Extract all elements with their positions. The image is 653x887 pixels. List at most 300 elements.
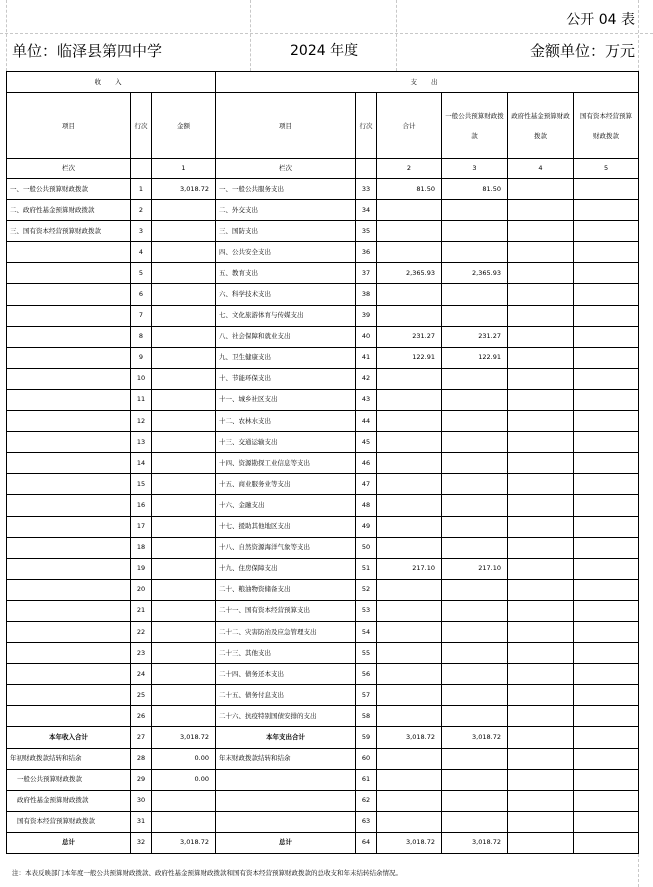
income-row-no-cell: 26 [131, 706, 152, 727]
expense-item-cell: 二、外交支出 [216, 200, 356, 221]
expense-item-cell: 十三、交通运输支出 [216, 432, 356, 453]
col-header-item: 项目 [7, 93, 131, 159]
expense-row-no-cell: 51 [356, 558, 377, 579]
general-budget-cell [442, 516, 508, 537]
expense-item-cell [216, 790, 356, 811]
fiscal-year: 2024 年度 [290, 43, 359, 59]
currency-unit: 金额单位：万元 [529, 42, 635, 60]
income-amount-cell: 3,018.72 [152, 727, 216, 748]
expense-row-no-cell: 64 [356, 832, 377, 853]
expense-total-cell [377, 284, 442, 305]
index-num-3: 3 [442, 159, 508, 179]
fund-budget-cell [508, 790, 574, 811]
income-row-no-cell: 20 [131, 579, 152, 600]
expense-total-cell [377, 769, 442, 790]
expense-row-no-cell: 43 [356, 389, 377, 410]
income-row-no-cell: 10 [131, 368, 152, 389]
expense-row-no-cell: 52 [356, 579, 377, 600]
income-row-no-cell: 29 [131, 769, 152, 790]
income-row-no-cell: 4 [131, 242, 152, 263]
expense-item-cell: 十四、资源勘探工业信息等支出 [216, 453, 356, 474]
income-row-no-cell: 8 [131, 326, 152, 347]
income-item-cell [7, 326, 131, 347]
table-row [7, 284, 639, 305]
expense-row-no-cell: 59 [356, 727, 377, 748]
income-row-no-cell: 15 [131, 474, 152, 495]
capital-budget-cell [574, 748, 639, 769]
income-row-no-cell: 18 [131, 537, 152, 558]
gridline [250, 0, 251, 71]
index-label-left: 栏次 [7, 159, 131, 179]
expense-item-cell: 二十六、抗疫特别国债安排的支出 [216, 706, 356, 727]
expense-total-cell: 217.10 [377, 558, 442, 579]
expense-item-cell: 二十一、国有资本经营预算支出 [216, 600, 356, 621]
income-row-no-cell: 16 [131, 495, 152, 516]
general-budget-cell: 81.50 [442, 179, 508, 200]
general-budget-cell [442, 389, 508, 410]
fund-budget-cell [508, 516, 574, 537]
general-budget-cell: 2,365.93 [442, 263, 508, 284]
expense-row-no-cell: 48 [356, 495, 377, 516]
income-row-no-cell: 28 [131, 748, 152, 769]
income-row-no-cell: 7 [131, 305, 152, 326]
fund-budget-cell [508, 600, 574, 621]
general-budget-cell [442, 811, 508, 832]
section-header-row [7, 72, 639, 93]
table-row [7, 685, 639, 706]
income-amount-cell [152, 200, 216, 221]
general-budget-cell [442, 242, 508, 263]
col-header-expense-item: 项目 [216, 93, 356, 159]
expense-total-cell [377, 411, 442, 432]
income-row-no-cell: 6 [131, 284, 152, 305]
table-row [7, 263, 639, 284]
fund-budget-cell [508, 179, 574, 200]
expense-row-no-cell: 54 [356, 621, 377, 642]
expense-total-cell [377, 643, 442, 664]
table-row [7, 432, 639, 453]
fund-budget-cell [508, 558, 574, 579]
col-header-general-budget: 一般公共预算财政拨款 [442, 93, 508, 159]
expense-total-cell [377, 811, 442, 832]
expense-row-no-cell: 55 [356, 643, 377, 664]
income-item-cell [7, 411, 131, 432]
expense-total-cell [377, 305, 442, 326]
capital-budget-cell [574, 389, 639, 410]
income-row-no-cell: 25 [131, 685, 152, 706]
capital-budget-cell [574, 305, 639, 326]
capital-budget-cell [574, 664, 639, 685]
income-item-cell: 二、政府性基金预算财政拨款 [7, 200, 131, 221]
capital-budget-cell [574, 368, 639, 389]
income-amount-cell [152, 790, 216, 811]
general-budget-cell [442, 495, 508, 516]
general-budget-cell [442, 685, 508, 706]
expense-row-no-cell: 56 [356, 664, 377, 685]
expense-item-cell: 十七、援助其他地区支出 [216, 516, 356, 537]
income-amount-cell: 3,018.72 [152, 832, 216, 853]
expense-item-cell: 本年支出合计 [216, 727, 356, 748]
income-row-no-cell: 30 [131, 790, 152, 811]
col-header-capital-budget: 国有资本经营预算财政拨款 [574, 93, 639, 159]
expense-item-cell: 一、一般公共服务支出 [216, 179, 356, 200]
capital-budget-cell [574, 558, 639, 579]
table-row [7, 200, 639, 221]
capital-budget-cell [574, 685, 639, 706]
capital-budget-cell [574, 516, 639, 537]
table-row [7, 811, 639, 832]
income-amount-cell [152, 242, 216, 263]
income-item-cell [7, 516, 131, 537]
expense-item-cell: 四、公共安全支出 [216, 242, 356, 263]
capital-budget-cell [574, 706, 639, 727]
income-section-title: 收 入 [7, 72, 216, 93]
expense-item-cell: 总计 [216, 832, 356, 853]
income-item-cell [7, 242, 131, 263]
fund-budget-cell [508, 368, 574, 389]
general-budget-cell [442, 664, 508, 685]
expense-row-no-cell: 49 [356, 516, 377, 537]
col-header-amount: 金额 [152, 93, 216, 159]
fund-budget-cell [508, 326, 574, 347]
income-amount-cell [152, 706, 216, 727]
table-row [7, 643, 639, 664]
expense-total-cell [377, 200, 442, 221]
income-amount-cell: 3,018.72 [152, 179, 216, 200]
expense-row-no-cell: 63 [356, 811, 377, 832]
expense-total-cell: 3,018.72 [377, 832, 442, 853]
income-amount-cell [152, 368, 216, 389]
expense-item-cell: 六、科学技术支出 [216, 284, 356, 305]
income-item-cell [7, 368, 131, 389]
income-amount-cell [152, 664, 216, 685]
table-row [7, 537, 639, 558]
expense-row-no-cell: 53 [356, 600, 377, 621]
capital-budget-cell [574, 284, 639, 305]
fund-budget-cell [508, 453, 574, 474]
income-item-cell: 一般公共预算财政拨款 [7, 769, 131, 790]
expense-item-cell: 十一、城乡社区支出 [216, 389, 356, 410]
expense-item-cell: 十八、自然资源海洋气象等支出 [216, 537, 356, 558]
income-item-cell [7, 453, 131, 474]
income-item-cell [7, 685, 131, 706]
expense-item-cell: 十六、金融支出 [216, 495, 356, 516]
income-amount-cell [152, 305, 216, 326]
column-index-row [7, 159, 639, 179]
table-row [7, 474, 639, 495]
income-item-cell [7, 432, 131, 453]
income-amount-cell: 0.00 [152, 748, 216, 769]
table-row [7, 621, 639, 642]
income-item-cell: 政府性基金预算财政拨款 [7, 790, 131, 811]
income-row-no-cell: 12 [131, 411, 152, 432]
expense-item-cell: 年末财政拨款结转和结余 [216, 748, 356, 769]
expense-total-cell [377, 368, 442, 389]
general-budget-cell [442, 537, 508, 558]
capital-budget-cell [574, 411, 639, 432]
income-amount-cell [152, 389, 216, 410]
capital-budget-cell [574, 326, 639, 347]
unit-label: 单位：临泽县第四中学 [12, 42, 163, 60]
expense-row-no-cell: 58 [356, 706, 377, 727]
fund-budget-cell [508, 242, 574, 263]
income-row-no-cell: 24 [131, 664, 152, 685]
table-row [7, 411, 639, 432]
income-item-cell: 年初财政拨款结转和结余 [7, 748, 131, 769]
expense-row-no-cell: 34 [356, 200, 377, 221]
income-amount-cell [152, 263, 216, 284]
income-row-no-cell: 13 [131, 432, 152, 453]
general-budget-cell [442, 748, 508, 769]
fund-budget-cell [508, 389, 574, 410]
fund-budget-cell [508, 621, 574, 642]
capital-budget-cell [574, 790, 639, 811]
expense-total-cell [377, 389, 442, 410]
general-budget-cell [442, 200, 508, 221]
capital-budget-cell [574, 242, 639, 263]
fund-budget-cell [508, 411, 574, 432]
capital-budget-cell [574, 811, 639, 832]
capital-budget-cell [574, 579, 639, 600]
income-row-no-cell: 32 [131, 832, 152, 853]
general-budget-cell [442, 305, 508, 326]
income-amount-cell [152, 811, 216, 832]
expense-item-cell: 二十二、灾害防治及应急管理支出 [216, 621, 356, 642]
col-header-total: 合计 [377, 93, 442, 159]
table-row [7, 769, 639, 790]
table-row [7, 305, 639, 326]
income-item-cell [7, 600, 131, 621]
expense-total-cell [377, 242, 442, 263]
general-budget-cell [442, 706, 508, 727]
table-row [7, 326, 639, 347]
expense-item-cell: 二十、粮油物资储备支出 [216, 579, 356, 600]
general-budget-cell [442, 621, 508, 642]
income-row-no-cell: 2 [131, 200, 152, 221]
income-item-cell [7, 621, 131, 642]
expense-total-cell [377, 600, 442, 621]
expense-total-cell [377, 474, 442, 495]
general-budget-cell [442, 221, 508, 242]
expense-total-cell [377, 579, 442, 600]
income-row-no-cell: 11 [131, 389, 152, 410]
general-budget-cell [442, 769, 508, 790]
capital-budget-cell [574, 643, 639, 664]
income-item-cell [7, 495, 131, 516]
fund-budget-cell [508, 685, 574, 706]
income-amount-cell [152, 495, 216, 516]
fund-budget-cell [508, 347, 574, 368]
fund-budget-cell [508, 748, 574, 769]
index-cell [131, 159, 152, 179]
fund-budget-cell [508, 305, 574, 326]
column-header-row [7, 93, 639, 159]
expense-total-cell [377, 537, 442, 558]
income-item-cell [7, 579, 131, 600]
expense-row-no-cell: 33 [356, 179, 377, 200]
income-item-cell [7, 706, 131, 727]
capital-budget-cell [574, 200, 639, 221]
general-budget-cell [442, 474, 508, 495]
fund-budget-cell [508, 221, 574, 242]
fund-budget-cell [508, 432, 574, 453]
general-budget-cell [442, 284, 508, 305]
income-amount-cell [152, 411, 216, 432]
expense-row-no-cell: 44 [356, 411, 377, 432]
table-row [7, 706, 639, 727]
income-amount-cell [152, 558, 216, 579]
col-header-row-no: 行次 [131, 93, 152, 159]
income-amount-cell [152, 579, 216, 600]
income-item-cell [7, 643, 131, 664]
expense-row-no-cell: 38 [356, 284, 377, 305]
table-row [7, 558, 639, 579]
capital-budget-cell [574, 221, 639, 242]
fund-budget-cell [508, 664, 574, 685]
income-item-cell: 国有资本经营预算财政拨款 [7, 811, 131, 832]
expense-total-cell [377, 790, 442, 811]
fund-budget-cell [508, 643, 574, 664]
expense-item-cell: 二十五、债务付息支出 [216, 685, 356, 706]
income-amount-cell [152, 453, 216, 474]
expense-total-cell [377, 621, 442, 642]
income-item-cell [7, 347, 131, 368]
income-row-no-cell: 9 [131, 347, 152, 368]
index-num-4: 4 [508, 159, 574, 179]
expense-row-no-cell: 40 [356, 326, 377, 347]
general-budget-cell [442, 411, 508, 432]
general-budget-cell: 231.27 [442, 326, 508, 347]
expense-total-cell [377, 495, 442, 516]
capital-budget-cell [574, 263, 639, 284]
table-row [7, 790, 639, 811]
income-item-cell [7, 389, 131, 410]
income-row-no-cell: 17 [131, 516, 152, 537]
capital-budget-cell [574, 432, 639, 453]
index-num-1: 1 [152, 159, 216, 179]
income-amount-cell [152, 326, 216, 347]
expense-total-cell: 3,018.72 [377, 727, 442, 748]
expense-row-no-cell: 61 [356, 769, 377, 790]
fund-budget-cell [508, 769, 574, 790]
expense-row-no-cell: 46 [356, 453, 377, 474]
income-row-no-cell: 5 [131, 263, 152, 284]
income-amount-cell [152, 643, 216, 664]
capital-budget-cell [574, 600, 639, 621]
table-row [7, 242, 639, 263]
expense-total-cell [377, 685, 442, 706]
income-item-cell [7, 558, 131, 579]
fund-budget-cell [508, 474, 574, 495]
expense-row-no-cell: 41 [356, 347, 377, 368]
expense-item-cell: 七、文化旅游体育与传媒支出 [216, 305, 356, 326]
fund-budget-cell [508, 200, 574, 221]
income-row-no-cell: 1 [131, 179, 152, 200]
expense-item-cell: 二十三、其他支出 [216, 643, 356, 664]
gridline [0, 33, 653, 34]
income-item-cell: 一、一般公共预算财政拨款 [7, 179, 131, 200]
expense-row-no-cell: 60 [356, 748, 377, 769]
income-item-cell: 本年收入合计 [7, 727, 131, 748]
expense-total-cell: 2,365.93 [377, 263, 442, 284]
expense-total-cell [377, 706, 442, 727]
income-amount-cell [152, 432, 216, 453]
expense-item-cell: 三、国防支出 [216, 221, 356, 242]
expense-item-cell [216, 811, 356, 832]
table-row [7, 664, 639, 685]
fund-budget-cell [508, 727, 574, 748]
general-budget-cell [442, 600, 508, 621]
income-amount-cell [152, 621, 216, 642]
income-amount-cell [152, 516, 216, 537]
expense-item-cell: 十、节能环保支出 [216, 368, 356, 389]
table-row [7, 389, 639, 410]
expense-total-cell [377, 221, 442, 242]
expense-item-cell: 二十四、债务还本支出 [216, 664, 356, 685]
expense-row-no-cell: 50 [356, 537, 377, 558]
gridline [396, 0, 397, 71]
gridline [6, 0, 7, 71]
fund-budget-cell [508, 537, 574, 558]
capital-budget-cell [574, 453, 639, 474]
income-item-cell: 总计 [7, 832, 131, 853]
fund-budget-cell [508, 495, 574, 516]
fund-budget-cell [508, 811, 574, 832]
expense-row-no-cell: 36 [356, 242, 377, 263]
expense-section-title: 支 出 [216, 72, 639, 93]
table-row [7, 347, 639, 368]
expense-row-no-cell: 42 [356, 368, 377, 389]
capital-budget-cell [574, 474, 639, 495]
index-num-5: 5 [574, 159, 639, 179]
capital-budget-cell [574, 621, 639, 642]
income-row-no-cell: 21 [131, 600, 152, 621]
income-item-cell [7, 474, 131, 495]
table-row [7, 748, 639, 769]
income-row-no-cell: 27 [131, 727, 152, 748]
income-amount-cell [152, 347, 216, 368]
index-num-2: 2 [377, 159, 442, 179]
capital-budget-cell [574, 832, 639, 853]
income-item-cell [7, 537, 131, 558]
capital-budget-cell [574, 727, 639, 748]
table-row [7, 832, 639, 853]
capital-budget-cell [574, 537, 639, 558]
income-item-cell: 三、国有资本经营预算财政拨款 [7, 221, 131, 242]
index-label-right: 栏次 [216, 159, 356, 179]
fund-budget-cell [508, 579, 574, 600]
income-item-cell [7, 664, 131, 685]
expense-total-cell: 81.50 [377, 179, 442, 200]
col-header-fund-budget: 政府性基金预算财政拨款 [508, 93, 574, 159]
income-row-no-cell: 3 [131, 221, 152, 242]
income-item-cell [7, 263, 131, 284]
income-row-no-cell: 19 [131, 558, 152, 579]
form-number: 公开 04 表 [566, 12, 635, 28]
general-budget-cell [442, 790, 508, 811]
fund-budget-cell [508, 284, 574, 305]
general-budget-cell [442, 432, 508, 453]
income-amount-cell [152, 685, 216, 706]
expense-item-cell: 九、卫生健康支出 [216, 347, 356, 368]
expense-item-cell: 八、社会保障和就业支出 [216, 326, 356, 347]
expense-item-cell: 十二、农林水支出 [216, 411, 356, 432]
expense-row-no-cell: 37 [356, 263, 377, 284]
expense-row-no-cell: 62 [356, 790, 377, 811]
expense-item-cell: 十五、商业服务业等支出 [216, 474, 356, 495]
income-item-cell [7, 284, 131, 305]
expense-row-no-cell: 39 [356, 305, 377, 326]
